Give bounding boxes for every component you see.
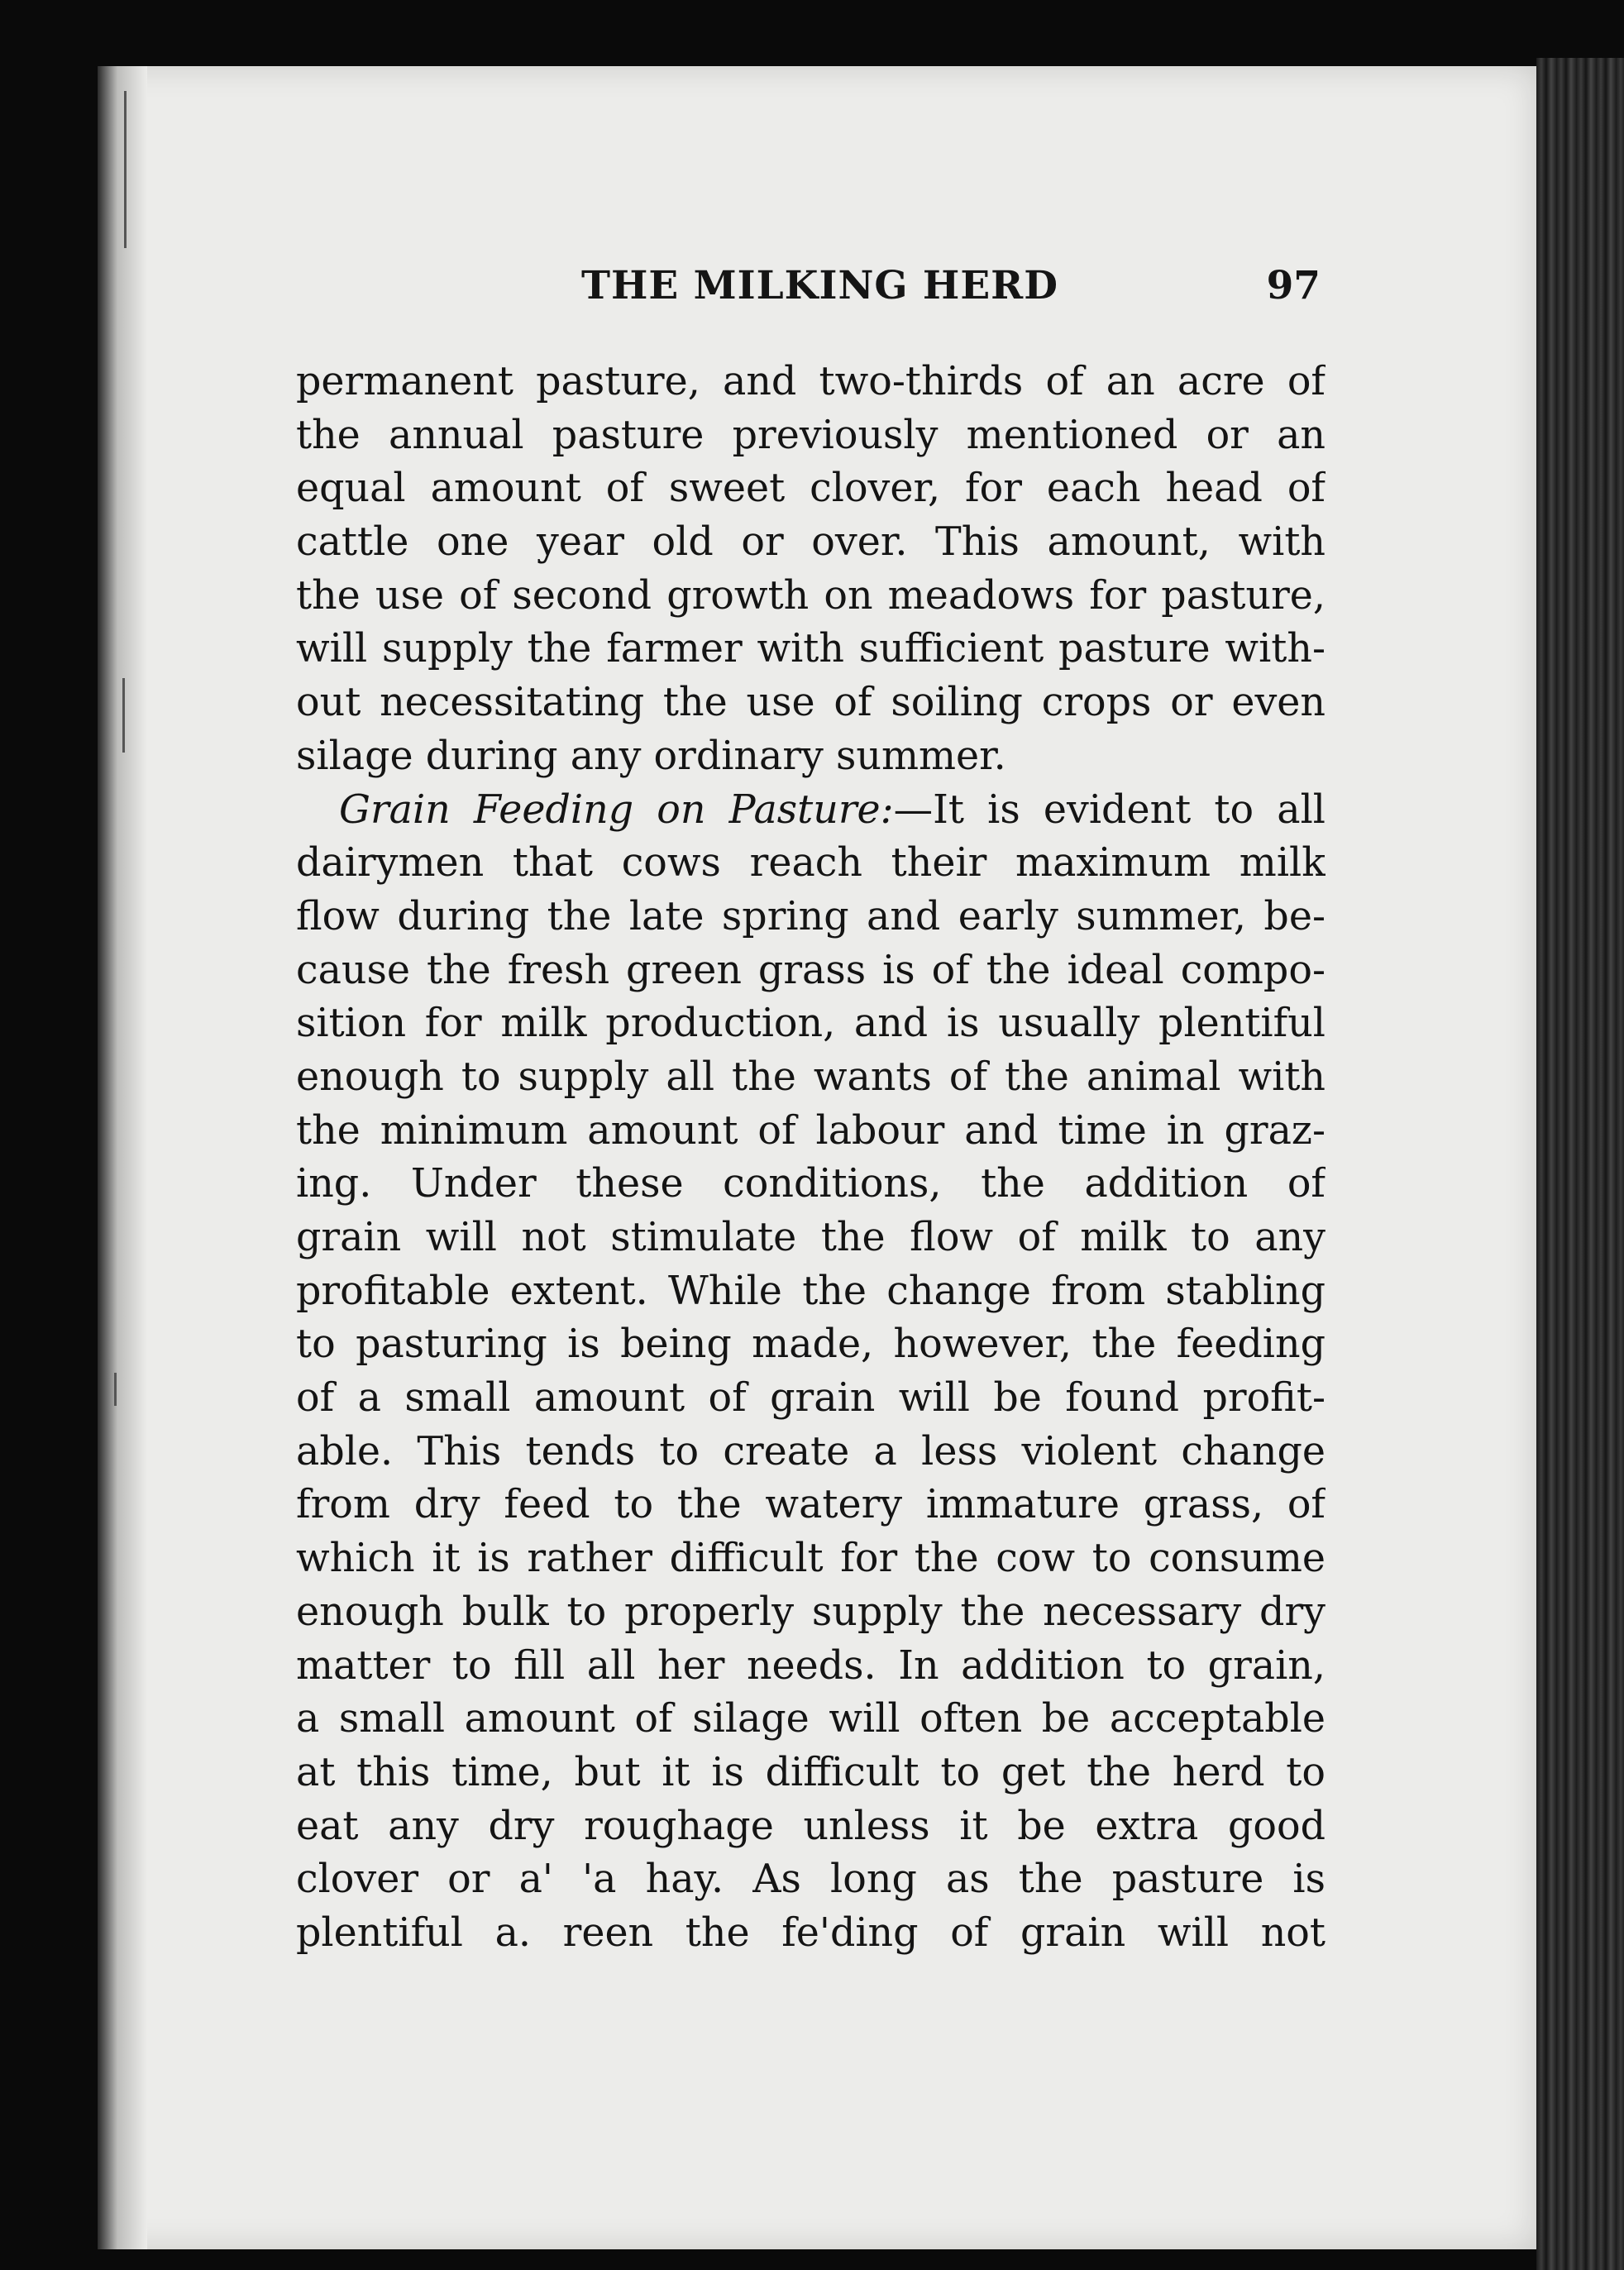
text-line: the use of second growth on meadows for pasture, xyxy=(296,572,1325,619)
text-line: to pasturing is being made, however, the feeding xyxy=(296,1321,1325,1368)
text-line: eat any dry roughage unless it be extra good xyxy=(296,1803,1325,1849)
text-line: enough bulk to properly supply the necessary dry xyxy=(296,1589,1325,1635)
page-header xyxy=(296,258,1325,316)
text-line: matter to fill all her needs. In addition to grain, xyxy=(296,1642,1325,1689)
text-line: able. This tends to create a less violent change xyxy=(296,1428,1325,1474)
text-line: at this time, but it is difficult to get the herd to xyxy=(296,1749,1325,1795)
text-fragment: —It is evident to all xyxy=(893,786,1325,833)
text-line: plentiful a. reen the fe'ding of grain will not xyxy=(296,1909,1325,1956)
text-body xyxy=(296,356,1325,1961)
text-line: the annual pasture previously mentioned or an xyxy=(296,412,1325,458)
page-number: 97 xyxy=(1266,263,1321,308)
margin-scratch xyxy=(114,1373,117,1406)
paragraph-opening-line xyxy=(296,784,1325,838)
text-line: profitable extent. While the change from stabling xyxy=(296,1268,1325,1314)
text-line: out necessitating the use of soiling crops or even xyxy=(296,680,1325,726)
text-line: ing. Under these conditions, the addition of xyxy=(296,1161,1325,1207)
margin-scratch xyxy=(124,91,127,248)
text-line: permanent pasture, and two-thirds of an acre of xyxy=(296,359,1325,404)
text-line: enough to supply all the wants of the animal with xyxy=(296,1054,1325,1100)
text-line: the minimum amount of labour and time in graz- xyxy=(296,1107,1325,1154)
text-line: equal amount of sweet clover, for each head of xyxy=(296,466,1325,512)
margin-scratch xyxy=(122,678,125,753)
page-gutter xyxy=(98,66,147,2249)
running-head: THE MILKING HERD xyxy=(581,263,1058,308)
text-line: cause the fresh green grass is of the ideal compo- xyxy=(296,947,1325,993)
text-line: grain will not stimulate the flow of milk to any xyxy=(296,1215,1325,1260)
text-line: cattle one year old or over. This amount, with xyxy=(296,519,1325,566)
text-line: which it is rather difficult for the cow to consume xyxy=(296,1536,1325,1582)
text-line: of a small amount of grain will be found profit- xyxy=(296,1375,1325,1422)
text-line: a small amount of silage will often be acceptable xyxy=(296,1696,1325,1742)
text-line: silage during any ordinary summer. xyxy=(296,733,1006,779)
section-heading: Grain Feeding on Pasture: xyxy=(339,786,894,833)
book-binding-edge xyxy=(1536,58,1624,2270)
text-line: flow during the late spring and early summer, be- xyxy=(296,893,1325,939)
text-line: clover or a' 'a hay. As long as the pasture is xyxy=(296,1857,1325,1903)
text-line: will supply the farmer with sufficient pasture with- xyxy=(296,626,1325,672)
text-line: dairymen that cows reach their maximum milk xyxy=(296,840,1325,886)
text-line: from dry feed to the watery immature grass, of xyxy=(296,1482,1325,1528)
text-line: sition for milk production, and is usually plentiful xyxy=(296,1001,1325,1047)
